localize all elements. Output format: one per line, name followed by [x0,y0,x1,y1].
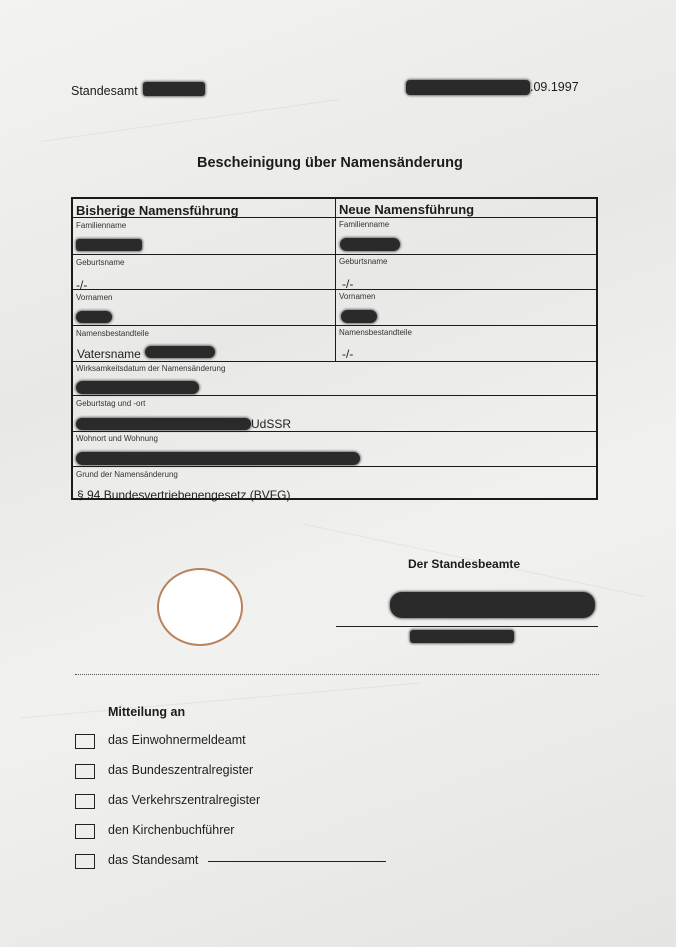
field-label-wirksamkeitsdatum: Wirksamkeitsdatum der Namensänderung [76,364,226,373]
checkbox-einwohnermeldeamt[interactable] [75,734,95,749]
row-divider [73,431,596,432]
mitteilung-heading: Mitteilung an [108,705,186,719]
standesamt-label: Standesamt [71,84,138,98]
row-divider [73,289,596,290]
grund-value: § 94 Bundesvertriebenengesetz (BVFG) [77,488,291,502]
checkbox-kirchenbuchfuehrer[interactable] [75,824,95,839]
paper-crease [41,99,338,142]
field-label-geburtsname-new: Geburtsname [339,257,388,266]
redacted-date [406,80,530,95]
row-divider [73,395,596,396]
redacted-familienname-old [76,239,142,251]
field-label-geburtstag: Geburtstag und -ort [76,399,146,408]
mitteilung-item-verkehrszentralregister: das Verkehrszentralregister [108,793,261,807]
column-divider [335,199,336,361]
standesamt-fill-line[interactable] [208,861,386,862]
mitteilung-item-bundeszentralregister: das Bundeszentralregister [108,763,254,777]
field-label-grund: Grund der Namensänderung [76,470,178,479]
redacted-geburtstag-ort [76,418,251,430]
row-divider [73,361,596,362]
checkbox-bundeszentralregister[interactable] [75,764,95,779]
field-label-familienname-new: Familienname [339,220,390,229]
mitteilung-item-standesamt: das Standesamt [108,853,199,867]
column-header-new: Neue Namensführung [339,202,475,217]
date-suffix: .09.1997 [530,80,579,94]
checkbox-verkehrszentralregister[interactable] [75,794,95,809]
redacted-office-name [143,82,205,96]
checkbox-standesamt[interactable] [75,854,95,869]
field-label-wohnort: Wohnort und Wohnung [76,434,158,443]
signature-line [336,626,598,627]
paper-crease [21,683,420,719]
row-divider [73,254,596,255]
official-seal [159,570,241,644]
field-label-geburtsname: Geburtsname [76,258,125,267]
redacted-vornamen-new [341,310,377,323]
field-label-vornamen-new: Vornamen [339,292,376,301]
namensbestandteile-new-value: -/- [342,347,354,361]
geburtsort-country: UdSSR [251,417,292,431]
name-change-table [71,197,598,500]
field-label-vornamen: Vornamen [76,293,113,302]
mitteilung-item-einwohnermeldeamt: das Einwohnermeldeamt [108,733,246,747]
document-title: Bescheinigung über Namensänderung [197,155,463,171]
namensbestandteile-old-value: Vatersname [77,347,141,361]
mitteilung-item-kirchenbuchfuehrer: den Kirchenbuchführer [108,823,235,837]
row-divider [73,325,596,326]
redacted-wirksamkeitsdatum [76,381,199,394]
redacted-signature [390,592,595,618]
field-label-namensbestandteile: Namensbestandteile [76,329,149,338]
geburtsname-old-value: -/- [76,278,88,292]
dotted-separator [75,674,599,675]
redacted-official-name [410,630,514,643]
redacted-vornamen-old [76,311,112,323]
redacted-wohnort [76,452,360,465]
field-label-namensbestandteile-new: Namensbestandteile [339,328,412,337]
column-header-previous: Bisherige Namensführung [76,203,239,218]
signature-title: Der Standesbeamte [408,557,521,571]
redacted-vatersname [145,346,215,358]
row-divider [73,466,596,467]
field-label-familienname: Familienname [76,221,127,230]
redacted-familienname-new [340,238,400,251]
geburtsname-new-value: -/- [342,277,354,291]
